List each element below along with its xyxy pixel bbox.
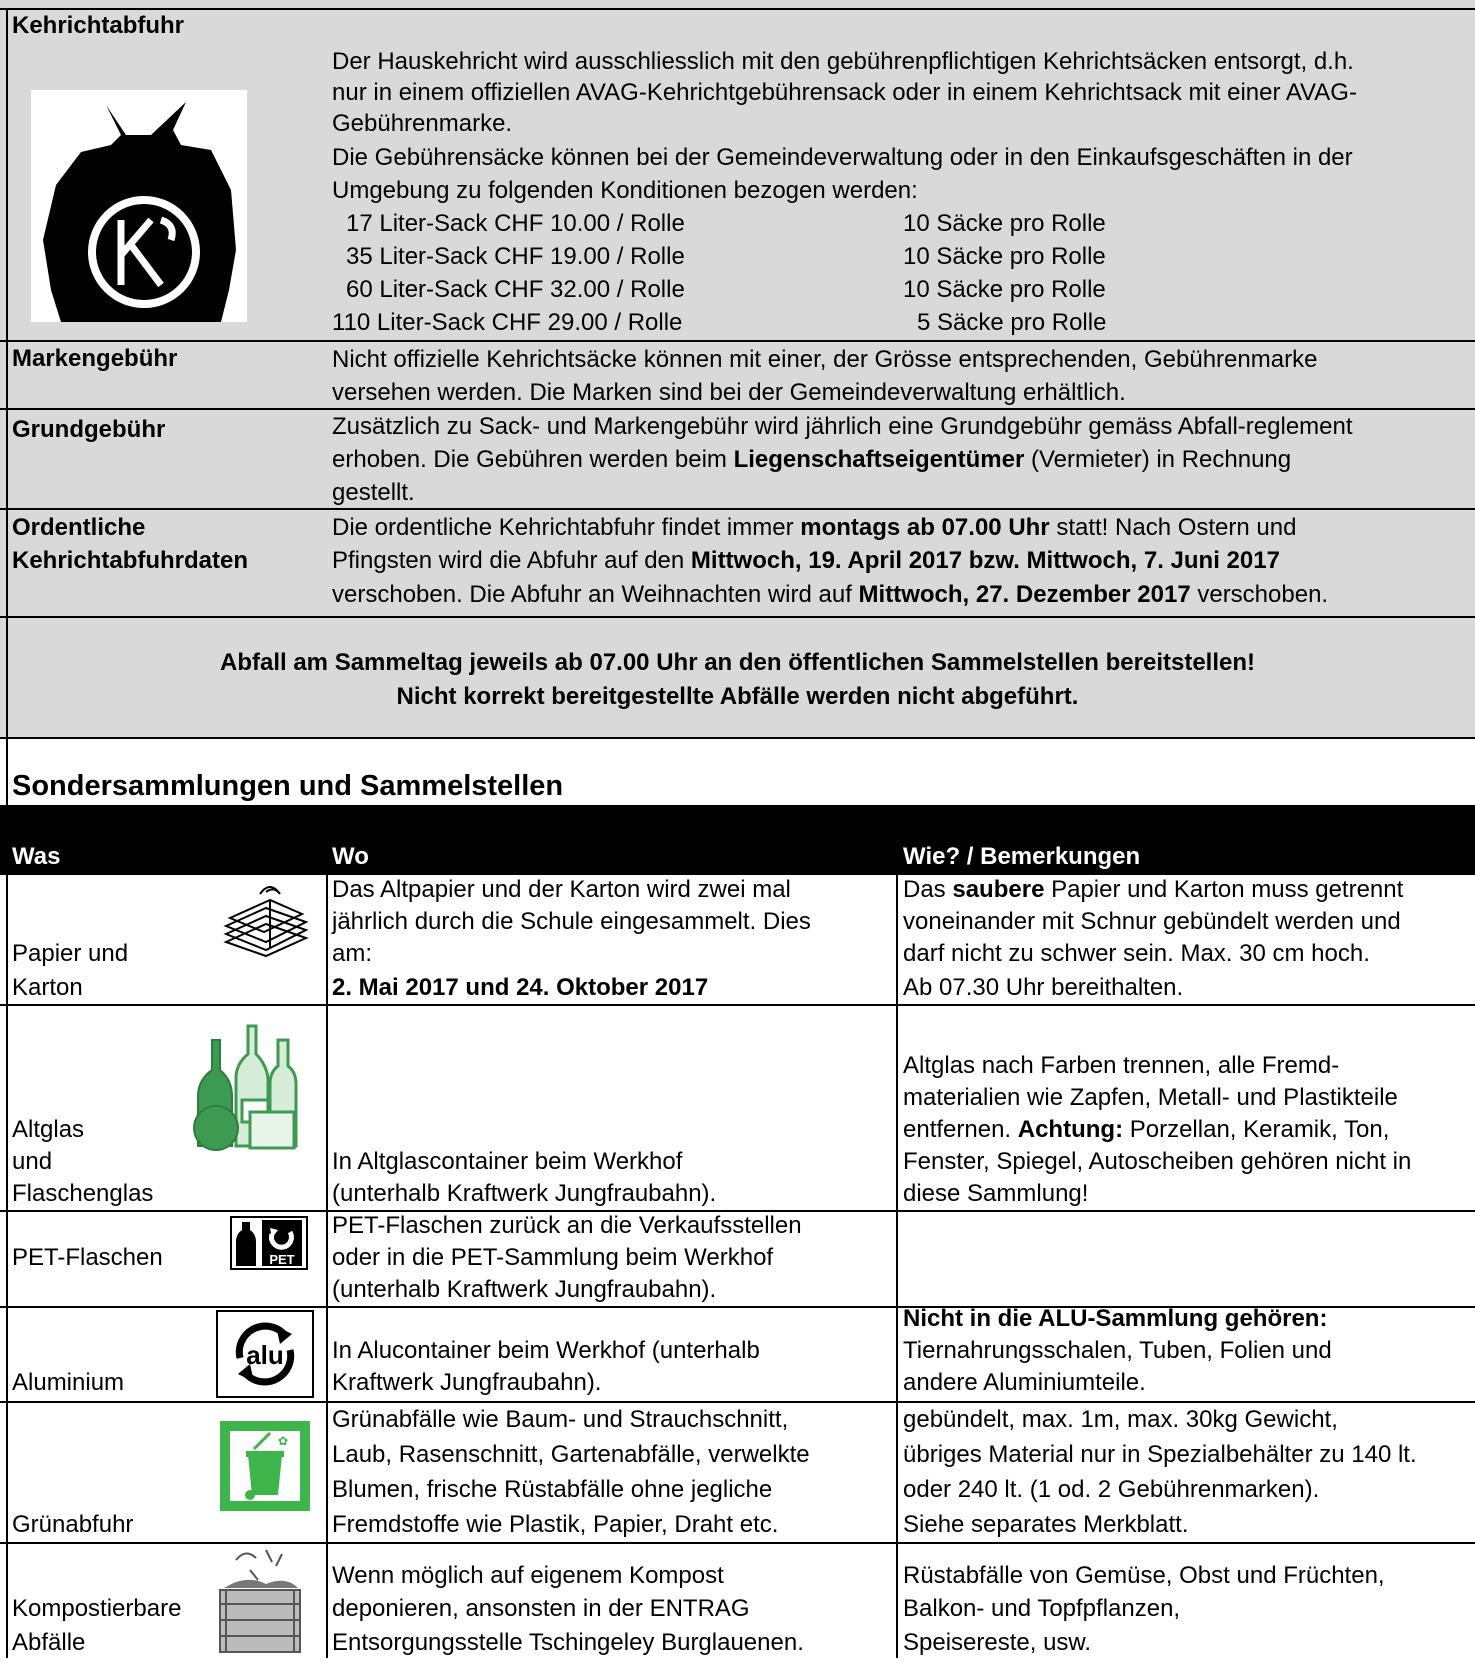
- papier-wo-1: Das Altpapier und der Karton wird zwei mal: [332, 876, 791, 903]
- kompost-wo-2: deponieren, ansonsten in der ENTRAG: [332, 1595, 750, 1622]
- header-wie: Wie? / Bemerkungen: [903, 843, 1141, 870]
- ordentlich-l3b: Mittwoch, 27. Dezember 2017: [858, 581, 1191, 608]
- alu-was: Aluminium: [12, 1369, 125, 1396]
- gruen-wo-2: Laub, Rasenschnitt, Gartenabfälle, verwelkte: [332, 1441, 810, 1468]
- divider: [0, 737, 1475, 739]
- alu-icon-text: alu: [246, 1340, 284, 1370]
- papier-wie-c: Papier und Karton muss getrennt: [1044, 876, 1404, 903]
- pet-was: PET-Flaschen: [12, 1244, 163, 1271]
- grund-title: Grundgebühr: [12, 416, 166, 443]
- green-waste-bin-icon: [220, 1421, 310, 1511]
- section-title: Sondersammlungen und Sammelstellen: [12, 770, 564, 802]
- ordentlich-title-2: Kehrichtabfuhrdaten: [12, 547, 249, 574]
- kompost-was-2: Abfälle: [12, 1629, 86, 1656]
- papier-wie-1: [903, 874, 1403, 905]
- svg-text:✿: ✿: [278, 1434, 289, 1448]
- alu-wie-2: andere Aluminiumteile.: [903, 1369, 1146, 1396]
- price-size: 60 Liter-Sack CHF 32.00 / Rolle: [346, 276, 685, 303]
- altglas-wie-1: Altglas nach Farben trennen, alle Fremd-: [903, 1052, 1340, 1079]
- alu-wo-1: In Alucontainer beim Werkhof (unterhalb: [332, 1337, 760, 1364]
- gruen-wie-4: Siehe separates Merkblatt.: [903, 1511, 1189, 1538]
- ordentlich-title-1: Ordentliche: [12, 514, 146, 541]
- altglas-wie3a: entfernen.: [903, 1116, 1018, 1143]
- altglas-wo-1: In Altglascontainer beim Werkhof: [332, 1148, 683, 1175]
- papier-wo-dates: 2. Mai 2017 und 24. Oktober 2017: [332, 974, 709, 1001]
- top-border: [0, 8, 1475, 10]
- col-line-2: [896, 875, 898, 1658]
- alu-wie-1: Tiernahrungsschalen, Tuben, Folien und: [903, 1337, 1332, 1364]
- price-qty: 10 Säcke pro Rolle: [903, 243, 1106, 270]
- ordentlich-line-2: [332, 545, 1280, 576]
- pet-wo-2: oder in die PET-Sammlung beim Werkhof: [332, 1244, 774, 1271]
- price-size: 17 Liter-Sack CHF 10.00 / Rolle: [346, 210, 685, 237]
- ordentlich-l1b: montags ab 07.00 Uhr: [800, 514, 1050, 541]
- grund-line-1: Zusätzlich zu Sack- und Markengebühr wird jährlich eine Grundgebühr gemäss Abfall-reglement: [332, 413, 1353, 440]
- altglas-wie3b: Achtung:: [1017, 1116, 1124, 1143]
- altglas-wie3c: Porzellan, Keramik, Ton,: [1123, 1116, 1390, 1143]
- altglas-wie-3: [903, 1114, 1389, 1145]
- kompost-wie-1: Rüstabfälle von Gemüse, Obst und Früchten,: [903, 1562, 1385, 1589]
- papier-was-1: Papier und: [12, 940, 129, 967]
- papier-wo-2: jährlich durch die Schule eingesammelt. Dies: [332, 908, 811, 935]
- grund-line-2a: erhoben. Die Gebühren werden beim: [332, 446, 734, 473]
- kompost-wie-2: Balkon- und Topfpflanzen,: [903, 1595, 1181, 1622]
- kehricht-line-4: Die Gebührensäcke können bei der Gemeindeverwaltung oder in den Einkaufsgeschäften in der: [332, 144, 1353, 171]
- ordentlich-line-3: [332, 579, 1328, 610]
- price-size: 110 Liter-Sack CHF 29.00 / Rolle: [332, 309, 683, 336]
- alu-wo-2: Kraftwerk Jungfraubahn).: [332, 1369, 602, 1396]
- divider: [0, 508, 1475, 510]
- ordentlich-line-1: [332, 512, 1296, 543]
- gruen-wie-3: oder 240 lt. (1 od. 2 Gebührenmarken).: [903, 1476, 1320, 1503]
- ordentlich-l1a: Die ordentliche Kehrichtabfuhr findet immer: [332, 514, 801, 541]
- pet-wo-1: PET-Flaschen zurück an die Verkaufsstellen: [332, 1212, 802, 1239]
- garbage-bag-icon: [31, 90, 247, 322]
- gruen-wie-2: übriges Material nur in Spezialbehälter zu 140 lt.: [903, 1441, 1417, 1468]
- divider: [0, 1004, 1475, 1006]
- price-qty: 10 Säcke pro Rolle: [903, 276, 1106, 303]
- ordentlich-l1c: statt! Nach Ostern und: [1049, 514, 1297, 541]
- altglas-was-3: Flaschenglas: [12, 1180, 154, 1207]
- pet-bottle-icon: [230, 1216, 308, 1270]
- altglas-wie-2: materialien wie Zapfen, Metall- und Plastikteile: [903, 1084, 1398, 1111]
- price-qty: 5 Säcke pro Rolle: [917, 309, 1107, 336]
- papier-wie-b: saubere: [952, 876, 1045, 903]
- col-line-1: [326, 875, 328, 1658]
- papier-wie-3: darf nicht zu schwer sein. Max. 30 cm hoch.: [903, 940, 1370, 967]
- kompost-wo-3: Entsorgungsstelle Tschingeley Burglauenen.: [332, 1629, 804, 1656]
- ordentlich-l3a: verschoben. Die Abfuhr an Weihnachten wird auf: [332, 581, 859, 608]
- glass-bottles-icon: [186, 1016, 306, 1158]
- pet-icon-text: PET: [269, 1252, 295, 1267]
- grund-line-3: gestellt.: [332, 479, 415, 506]
- papier-was-2: Karton: [12, 974, 83, 1001]
- kehricht-line-2: nur in einem offiziellen AVAG-Kehrichtgebührensack oder in einem Kehrichtsack mit einer AVAG-: [332, 79, 1357, 106]
- kehricht-line-5: Umgebung zu folgenden Konditionen bezogen werden:: [332, 177, 918, 204]
- price-qty: 10 Säcke pro Rolle: [903, 210, 1106, 237]
- altglas-wie-4: Fenster, Spiegel, Autoscheiben gehören nicht in: [903, 1148, 1412, 1175]
- divider: [0, 408, 1475, 410]
- papier-wie-2: voneinander mit Schnur gebündelt werden und: [903, 908, 1401, 935]
- grund-line-2c: (Vermieter) in Rechnung: [1024, 446, 1292, 473]
- newspaper-bundle-icon: [220, 878, 312, 958]
- altglas-was-1: Altglas: [12, 1116, 85, 1143]
- altglas-wo-2: (unterhalb Kraftwerk Jungfraubahn).: [332, 1180, 717, 1207]
- kompost-wie-3: Speisereste, usw.: [903, 1629, 1092, 1656]
- pet-wo-3: (unterhalb Kraftwerk Jungfraubahn).: [332, 1276, 717, 1303]
- papier-wie-4: Ab 07.30 Uhr bereithalten.: [903, 974, 1184, 1001]
- ordentlich-l3c: verschoben.: [1190, 581, 1329, 608]
- header-was: Was: [12, 843, 61, 870]
- marken-title: Markengebühr: [12, 345, 178, 372]
- gruen-wie-1: gebündelt, max. 1m, max. 30kg Gewicht,: [903, 1406, 1338, 1433]
- kompost-wo-1: Wenn möglich auf eigenem Kompost: [332, 1562, 724, 1589]
- marken-line-2: versehen werden. Die Marken sind bei der Gemeindeverwaltung erhältlich.: [332, 379, 1126, 406]
- price-size: 35 Liter-Sack CHF 19.00 / Rolle: [346, 243, 685, 270]
- grund-line-2b: Liegenschaftseigentümer: [733, 446, 1025, 473]
- papier-wie-a: Das: [903, 876, 953, 903]
- kehricht-line-3: Gebührenmarke.: [332, 110, 513, 137]
- notice-line-1: Abfall am Sammeltag jeweils ab 07.00 Uhr an den öffentlichen Sammelstellen bereitstellen!: [220, 649, 1255, 676]
- kehricht-line-1: Der Hauskehricht wird ausschliesslich mit den gebührenpflichtigen Kehrichtsäcken entsorgt, d.h.: [332, 48, 1354, 75]
- divider: [0, 616, 1475, 618]
- gruen-wo-4: Fremdstoffe wie Plastik, Papier, Draht etc.: [332, 1511, 779, 1538]
- ordentlich-l2a: Pfingsten wird die Abfuhr auf den: [332, 547, 691, 574]
- header-wo: Wo: [332, 843, 369, 870]
- gruen-was: Grünabfuhr: [12, 1511, 134, 1538]
- altglas-wie-5: diese Sammlung!: [903, 1180, 1089, 1207]
- gruen-wo-1: Grünabfälle wie Baum- und Strauchschnitt,: [332, 1406, 789, 1433]
- grund-line-2: [332, 444, 1291, 475]
- alu-wie-bold: Nicht in die ALU-Sammlung gehören:: [903, 1305, 1328, 1332]
- kehricht-title: Kehrichtabfuhr: [12, 12, 185, 39]
- papier-wo-3: am:: [332, 940, 373, 967]
- gruen-wo-3: Blumen, frische Rüstabfälle ohne jegliche: [332, 1476, 773, 1503]
- aluminium-recycle-icon: [216, 1310, 314, 1398]
- ordentlich-l2b: Mittwoch, 19. April 2017 bzw. Mittwoch, 7. Juni 2017: [690, 547, 1280, 574]
- table-header-band: [0, 805, 1475, 875]
- notice-line-2: Nicht korrekt bereitgestellte Abfälle werden nicht abgeführt.: [396, 683, 1079, 710]
- compost-crate-icon: [206, 1540, 314, 1658]
- altglas-was-2: und: [12, 1148, 53, 1175]
- marken-line-1: Nicht offizielle Kehrichtsäcke können mit einer, der Grösse entsprechenden, Gebührenmarke: [332, 346, 1318, 373]
- divider: [0, 340, 1475, 342]
- divider: [0, 1401, 1475, 1403]
- kompost-was-1: Kompostierbare: [12, 1595, 182, 1622]
